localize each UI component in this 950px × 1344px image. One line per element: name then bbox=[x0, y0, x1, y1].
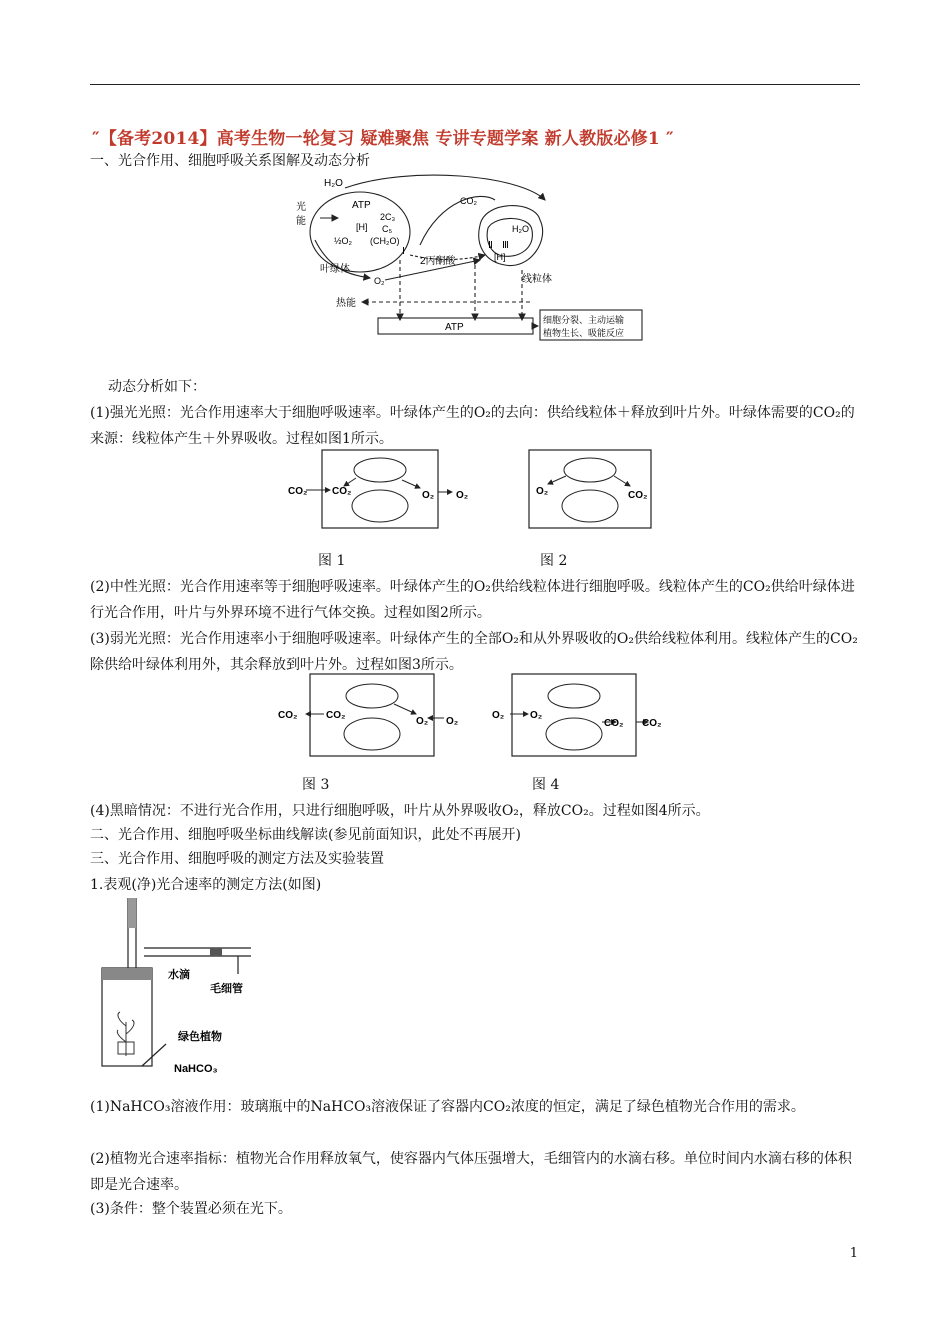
pyruvate-label: 2丙酮酸 bbox=[420, 256, 456, 267]
mitochondria-label: 线粒体 bbox=[522, 274, 552, 285]
photosynthesis-respiration-diagram bbox=[290, 170, 660, 342]
fig1-co2-inside: CO₂ bbox=[332, 486, 352, 497]
uses-label-1: 细胞分裂、主动运输 bbox=[543, 315, 625, 325]
c5-label: C₅ bbox=[382, 224, 393, 234]
fig3-o2-outside: O₂ bbox=[446, 716, 459, 727]
fig3-co2-outside: CO₂ bbox=[278, 710, 298, 721]
figure-3-caption: 图 3 bbox=[302, 777, 330, 793]
roman-three-label: Ⅲ bbox=[502, 240, 509, 251]
section-heading-1: 一、光合作用、细胞呼吸关系图解及动态分析 bbox=[90, 153, 370, 169]
fig3-o2-inside: O₂ bbox=[416, 716, 429, 727]
figure-4 bbox=[490, 672, 670, 758]
roman-two-label: Ⅱ bbox=[488, 240, 493, 251]
h2o-mito-label: H₂O bbox=[512, 224, 529, 234]
ch2o-label: (CH₂O) bbox=[370, 236, 400, 246]
figure-1-caption: 图 1 bbox=[318, 553, 346, 569]
paragraph-neutral-light: (2)中性光照：光合作用速率等于细胞呼吸速率。叶绿体产生的O₂供给线粒体进行细胞呼吸。线粒体产生的CO₂供给叶绿体进行光合作用，叶片与外界环境不进行气体交换。过程如图2所示。 bbox=[90, 579, 855, 621]
section-heading-2: 二、光合作用、细胞呼吸坐标曲线解读(参见前面知识，此处不再展开) bbox=[90, 827, 521, 843]
h-label: [H] bbox=[356, 222, 368, 232]
figure-4-caption: 图 4 bbox=[532, 777, 560, 793]
c3-label: 2C₃ bbox=[380, 212, 396, 222]
paragraph-weak-light: (3)弱光光照：光合作用速率小于细胞呼吸速率。叶绿体产生的全部O₂和从外界吸收的O₂供给线粒体利用。线粒体产生的CO₂除供给叶绿体利用外，其余释放到叶片外。过程如图3所示。 bbox=[90, 631, 858, 673]
apparatus-diagram bbox=[96, 896, 276, 1080]
paragraph-conditions: (3)条件：整个装置必须在光下。 bbox=[90, 1201, 292, 1217]
fig4-co2-inside: CO₂ bbox=[604, 718, 624, 729]
document-title: ″【备考2014】高考生物一轮复习 疑难聚焦 专讲专题学案 新人教版必修1 ″ bbox=[92, 129, 674, 149]
fig1-o2-inside: O₂ bbox=[422, 490, 435, 501]
paragraph-strong-light: (1)强光光照：光合作用速率大于细胞呼吸速率。叶绿体产生的O₂的去向：供给线粒体＋释放到叶片外。叶绿体需要的CO₂的来源：线粒体产生＋外界吸收。过程如图1所示。 bbox=[90, 405, 855, 447]
figure-2-caption: 图 2 bbox=[540, 553, 568, 569]
atp-label: ATP bbox=[352, 200, 371, 211]
chloroplast-label: 叶绿体 bbox=[320, 264, 350, 275]
paragraph-rate-indicator: (2)植物光合速率指标：植物光合作用释放氧气，使容器内气体压强增大，毛细管内的水滴右移。单位时间内水滴右移的体积即是光合速率。 bbox=[90, 1151, 852, 1193]
section-heading-3: 三、光合作用、细胞呼吸的测定方法及实验装置 bbox=[90, 851, 384, 867]
fig1-co2-outside: CO₂ bbox=[288, 486, 308, 497]
water-drop-label: 水滴 bbox=[168, 969, 190, 981]
header-rule bbox=[90, 84, 860, 85]
roman-one-label: Ⅰ bbox=[402, 246, 405, 257]
page-number: 1 bbox=[849, 1246, 858, 1261]
atp-box-label: ATP bbox=[445, 322, 464, 333]
capillary-label: 毛细管 bbox=[210, 983, 243, 995]
paragraph-nahco3-role: (1)NaHCO₃溶液作用：玻璃瓶中的NaHCO₃溶液保证了容器内CO₂浓度的恒定，满足了绿色植物光合作用的需求。 bbox=[90, 1099, 805, 1115]
figure-3 bbox=[278, 672, 468, 758]
light-label-2: 能 bbox=[296, 216, 306, 227]
fig2-o2: O₂ bbox=[536, 486, 549, 497]
h-mito-label: [H] bbox=[494, 252, 506, 262]
fig4-o2-outside: O₂ bbox=[492, 710, 505, 721]
fig3-co2-inside: CO₂ bbox=[326, 710, 346, 721]
half-o2-label: ½O₂ bbox=[334, 236, 352, 246]
paragraph-darkness: (4)黑暗情况：不进行光合作用，只进行细胞呼吸，叶片从外界吸收O₂，释放CO₂。过程如图4所示。 bbox=[90, 803, 710, 819]
figure-2 bbox=[528, 448, 654, 530]
dynamic-analysis-intro: 动态分析如下： bbox=[108, 379, 206, 395]
fig4-co2-outside: CO₂ bbox=[642, 718, 662, 729]
green-plant-label: 绿色植物 bbox=[178, 1031, 222, 1043]
uses-label-2: 植物生长、吸能反应 bbox=[543, 328, 625, 338]
fig4-o2-inside: O₂ bbox=[530, 710, 543, 721]
subheading-net-rate: 1.表观(净)光合速率的测定方法(如图) bbox=[90, 877, 322, 893]
heat-label: 热能 bbox=[336, 298, 356, 309]
fig1-o2-outside: O₂ bbox=[456, 490, 469, 501]
o2-label: O₂ bbox=[374, 276, 385, 286]
co2-label: CO₂ bbox=[460, 196, 477, 206]
fig2-co2: CO₂ bbox=[628, 490, 648, 501]
figure-1 bbox=[286, 448, 476, 530]
h2o-top-label: H₂O bbox=[324, 178, 343, 189]
light-label: 光 bbox=[296, 202, 306, 213]
nahco3-label: NaHCO₃ bbox=[174, 1063, 218, 1075]
